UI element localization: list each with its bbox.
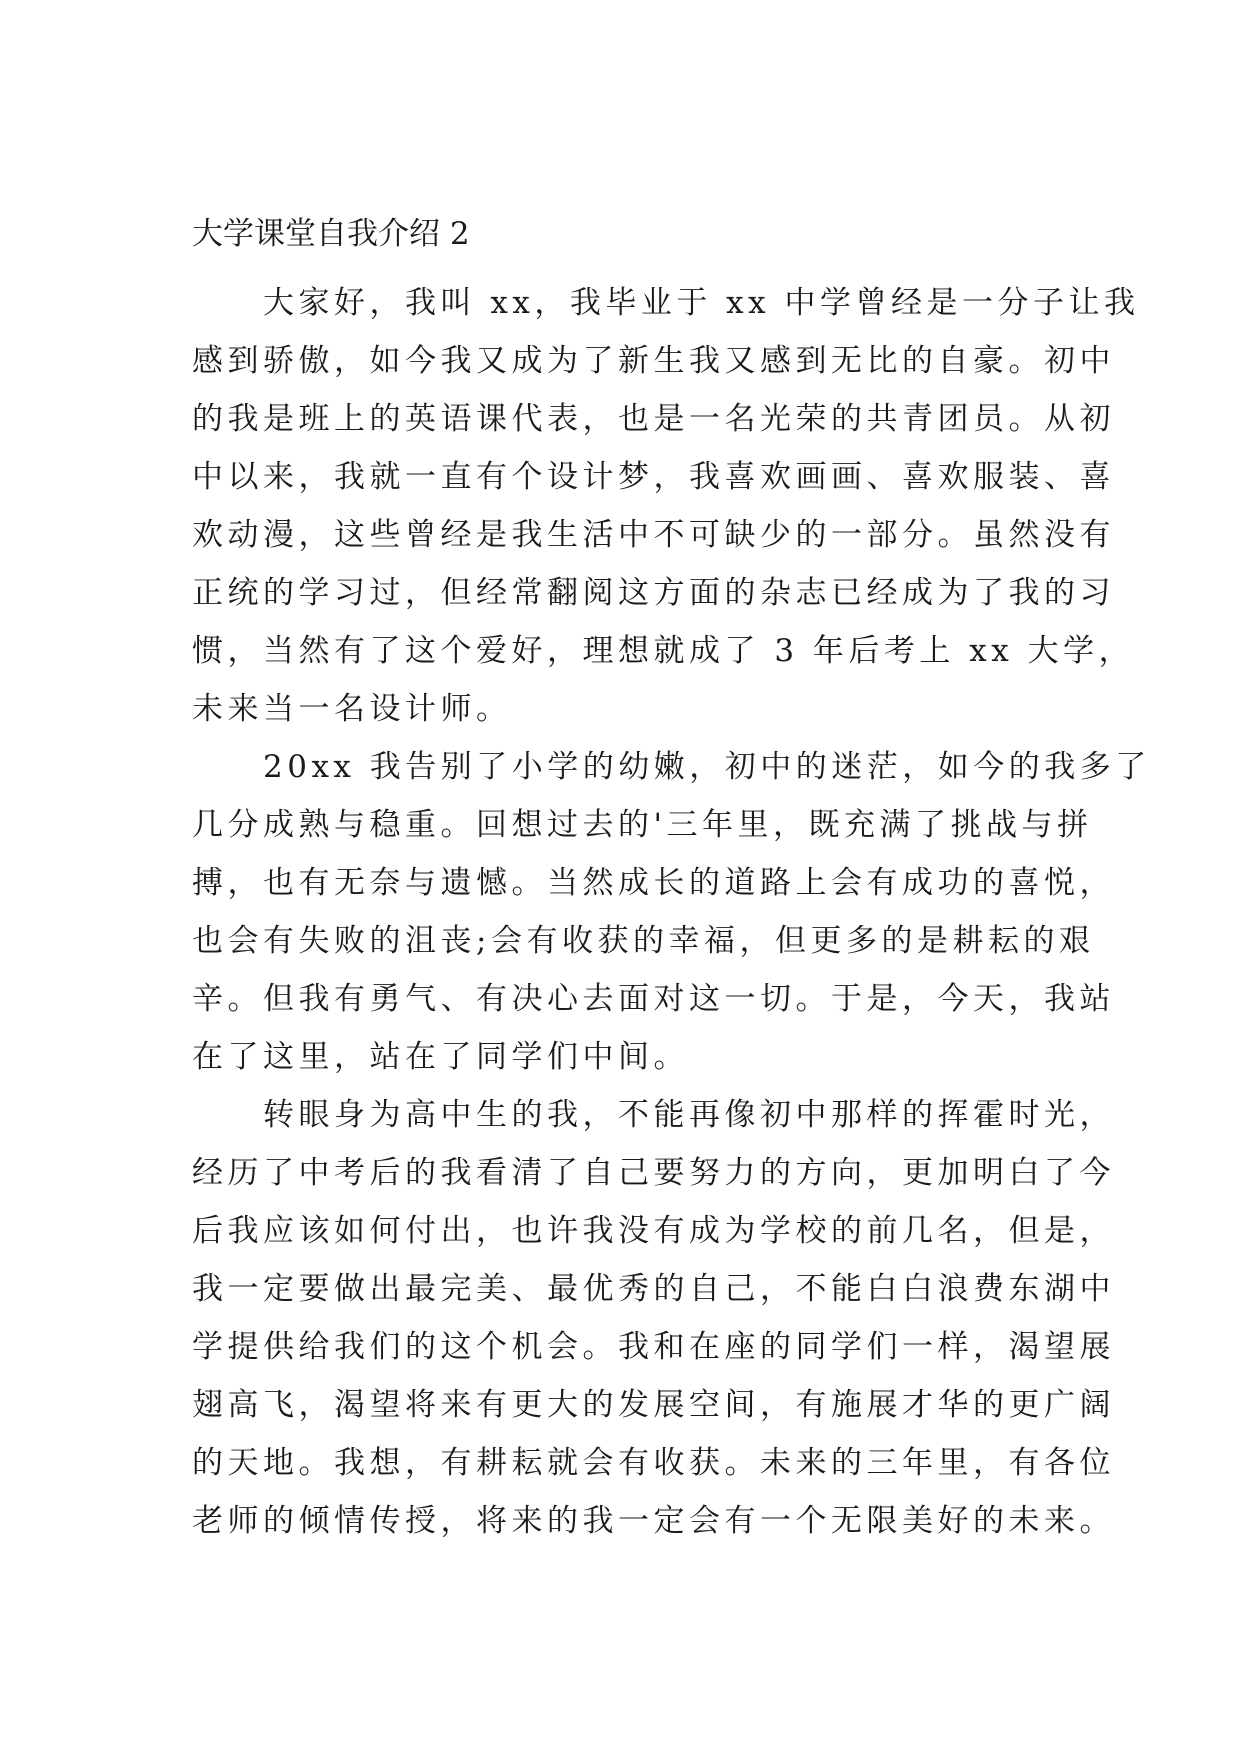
text-line: 搏，也有无奈与遗憾。当然成长的道路上会有成功的喜悦， <box>192 865 1115 901</box>
text-line: 的我是班上的英语课代表，也是一名光荣的共青团员。从初 <box>192 401 1115 437</box>
text-line: 欢动漫，这些曾经是我生活中不可缺少的一部分。虽然没有 <box>192 517 1115 553</box>
document-body <box>192 214 1151 1550</box>
text-line: 的天地。我想，有耕耘就会有收获。未来的三年里，有各位 <box>192 1445 1115 1481</box>
text-line: 20xx 我告别了小学的幼嫩，初中的迷茫，如今的我多了 <box>192 749 1151 785</box>
text-line: 大家好，我叫 xx，我毕业于 xx 中学曾经是一分子让我 <box>192 285 1140 321</box>
text-line: 感到骄傲，如今我又成为了新生我又感到无比的自豪。初中 <box>192 343 1115 379</box>
paragraph-3 <box>192 1086 1115 1550</box>
text-line: 后我应该如何付出，也许我没有成为学校的前几名，但是， <box>192 1213 1115 1249</box>
text-line: 辛。但我有勇气、有决心去面对这一切。于是，今天，我站 <box>192 981 1115 1017</box>
text-line: 我一定要做出最完美、最优秀的自己，不能白白浪费东湖中 <box>192 1271 1115 1307</box>
text-line: 转眼身为高中生的我，不能再像初中那样的挥霍时光， <box>192 1097 1115 1133</box>
text-line: 中以来，我就一直有个设计梦，我喜欢画画、喜欢服装、喜 <box>192 459 1115 495</box>
text-line: 几分成熟与稳重。回想过去的'三年里，既充满了挑战与拼 <box>192 807 1093 843</box>
text-line: 未来当一名设计师。 <box>192 691 512 727</box>
text-line: 惯，当然有了这个爱好，理想就成了 3 年后考上 xx 大学， <box>192 633 1135 669</box>
text-line: 也会有失败的沮丧;会有收获的幸福，但更多的是耕耘的艰 <box>192 923 1095 959</box>
text-line: 经历了中考后的我看清了自己要努力的方向，更加明白了今 <box>192 1155 1115 1191</box>
paragraph-2 <box>192 738 1151 1086</box>
text-line: 学提供给我们的这个机会。我和在座的同学们一样，渴望展 <box>192 1329 1115 1365</box>
text-line: 在了这里，站在了同学们中间。 <box>192 1039 689 1075</box>
paragraph-1 <box>192 274 1140 738</box>
document-title: 大学课堂自我介绍 2 <box>192 216 470 252</box>
text-line: 正统的学习过，但经常翻阅这方面的杂志已经成为了我的习 <box>192 575 1115 611</box>
text-line: 老师的倾情传授，将来的我一定会有一个无限美好的未来。 <box>192 1503 1115 1539</box>
text-line: 翅高飞，渴望将来有更大的发展空间，有施展才华的更广阔 <box>192 1387 1115 1423</box>
